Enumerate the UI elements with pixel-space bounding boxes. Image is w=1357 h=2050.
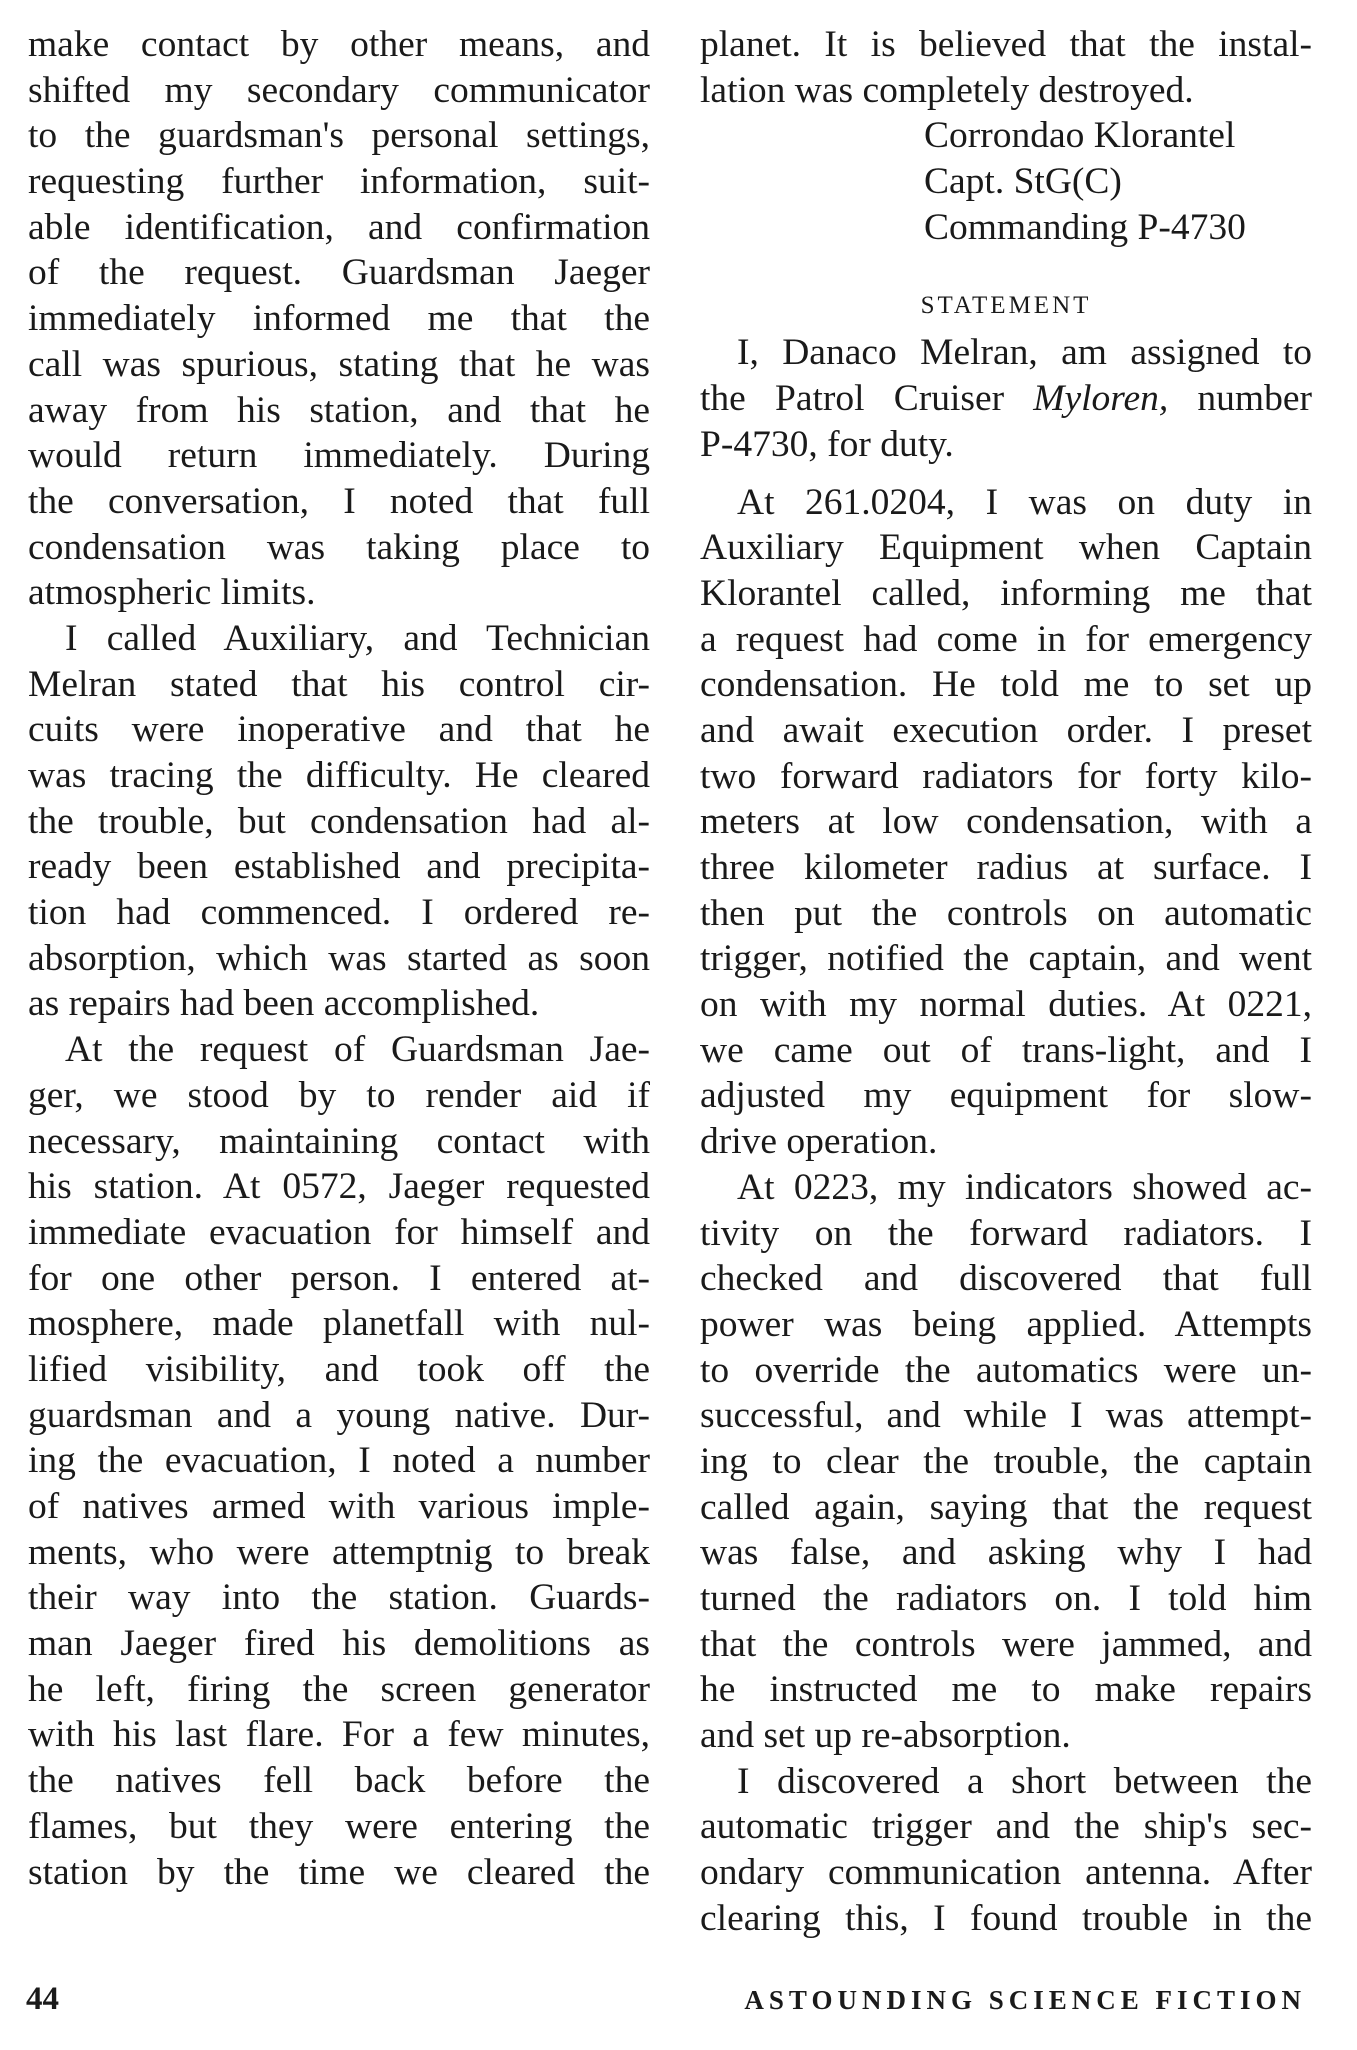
text-line: successful, and while I was attempt- [700,1395,1312,1437]
ship-name: Myloren, [1033,378,1169,420]
text-line: and set up re-absorption. [700,1715,1071,1757]
paragraph [28,1027,650,1895]
text-line: was false, and asking why I had [700,1532,1312,1574]
text-line: automatic trigger and the ship's sec- [700,1806,1312,1848]
text-line: ments, who were attemptnig to break [28,1531,650,1573]
text-line: call was spurious, stating that he was [28,343,650,385]
paragraph [700,1165,1312,1759]
paragraph [700,480,1312,1165]
text-line: ger, we stood by to render aid if [28,1074,650,1116]
text-line: ready been established and precipita- [28,846,650,888]
text-line: Klorantel called, informing me that [700,572,1312,614]
text-line: the natives fell back before the [28,1760,650,1802]
text-line: mosphere, made planetfall with nul- [28,1303,650,1345]
text-fragment: number [1168,378,1312,420]
paragraph [700,22,1312,113]
text-line: flames, but they were entering the [28,1805,650,1847]
left-column [28,22,650,1895]
page-number: 44 [26,1981,59,2017]
text-line: three kilometer radius at surface. I [700,847,1312,888]
text-line: ing the evacuation, I noted a number [28,1440,650,1482]
text-line: necessary, maintaining contact with [28,1120,650,1162]
text-line: I, Danaco Melran, am assigned to [737,332,1312,374]
signature-block [700,113,1312,250]
text-line: the trouble, but condensation had al- [28,800,650,842]
text-line: condensation. He told me to set up [700,664,1312,706]
text-line: he instructed me to make repairs [700,1669,1312,1711]
text-line: would return immediately. During [28,435,650,477]
text-line: planet. It is believed that the instal- [700,24,1312,65]
text-line: tion had commenced. I ordered re- [28,892,650,934]
text-line: man Jaeger fired his demolitions as [28,1623,650,1665]
text-line: away from his station, and that he [28,389,650,431]
text-line: lation was completely destroyed. [700,69,1194,111]
text-line: At the request of Guardsman Jae- [65,1029,650,1071]
text-line: power was being applied. Attempts [700,1303,1312,1345]
text-line: I discovered a short between the [737,1760,1312,1802]
text-line: lified visibility, and took off the [28,1348,650,1390]
text-line: meters at low condensation, with a [700,801,1312,843]
text-line: I called Auxiliary, and Technician [65,617,650,659]
text-fragment: the Patrol Cruiser [700,378,1034,420]
section-heading: STATEMENT [920,292,1092,320]
text-line: to the guardsman's personal settings, [28,115,650,157]
text-line: ondary communication antenna. After [700,1852,1312,1894]
text-line: his station. At 0572, Jaeger requested [28,1166,650,1208]
text-line: he left, firing the screen generator [28,1668,650,1710]
text-line: as repairs had been accomplished. [28,983,540,1025]
signature-name: Corrondao Klorantel [924,115,1236,157]
text-line: and await execution order. I preset [700,709,1312,751]
text-line: clearing this, I found trouble in the [700,1897,1312,1939]
text-line: adjusted my equipment for slow- [700,1075,1312,1117]
text-line: tivity on the forward radiators. I [700,1212,1312,1254]
text-line: of the request. Guardsman Jaeger [28,252,650,294]
text-line: drive operation. [700,1121,938,1163]
text-line: then put the controls on automatic [700,892,1312,934]
text-line: At 261.0204, I was on duty in [737,481,1312,523]
text-line: immediately informed me that the [28,298,650,340]
text-line: able identification, and confirmation [28,206,650,248]
text-line: we came out of trans-light, and I [700,1029,1312,1071]
text-line: turned the radiators on. I told him [700,1578,1312,1619]
text-line: was tracing the difficulty. He cleared [28,755,650,796]
text-line: requesting further information, suit- [28,161,650,203]
text-line: the conversation, I noted that full [28,480,650,522]
signature-command: Commanding P-4730 [924,206,1246,248]
text-line: two forward radiators for forty kilo- [700,755,1312,797]
text-line: on with my normal duties. At 0221, [700,984,1312,1026]
running-title: ASTOUNDING SCIENCE FICTION [744,1985,1306,2015]
text-line: their way into the station. Guards- [28,1577,650,1619]
text-line: checked and discovered that full [700,1258,1312,1300]
text-line: shifted my secondary communicator [28,69,650,111]
text-line: to override the automatics were un- [700,1349,1312,1391]
paragraph [700,330,1312,467]
text-line: that the controls were jammed, and [700,1623,1312,1665]
text-line: P-4730, for duty. [700,423,954,465]
text-line: guardsman and a young native. Dur- [28,1394,650,1436]
text-line: Auxiliary Equipment when Captain [700,527,1312,569]
text-line: trigger, notified the captain, and went [700,938,1312,980]
text-line: At 0223, my indicators showed ac- [737,1166,1312,1208]
text-line [700,376,1312,422]
text-line: station by the time we cleared the [28,1851,650,1893]
right-column [700,22,1312,1942]
text-line: with his last flare. For a few minutes, [28,1714,650,1756]
signature-rank: Capt. StG(C) [924,161,1122,203]
paragraph [28,22,650,616]
text-line: ing to clear the trouble, the captain [700,1440,1312,1482]
text-line: of natives armed with various imple- [28,1486,650,1527]
text-line: cuits were inoperative and that he [28,709,650,751]
paragraph [28,616,650,1027]
text-line: for one other person. I entered at- [28,1257,650,1299]
text-line: absorption, which was started as soon [28,937,650,979]
text-line: called again, saying that the request [700,1486,1312,1528]
text-line: a request had come in for emergency [700,618,1312,660]
text-line: Melran stated that his control cir- [28,663,650,705]
text-line: condensation was taking place to [28,526,650,568]
paragraph [700,1759,1312,1942]
text-line: immediate evacuation for himself and [28,1211,650,1253]
text-line: make contact by other means, and [28,24,650,65]
text-line: atmospheric limits. [28,572,316,614]
